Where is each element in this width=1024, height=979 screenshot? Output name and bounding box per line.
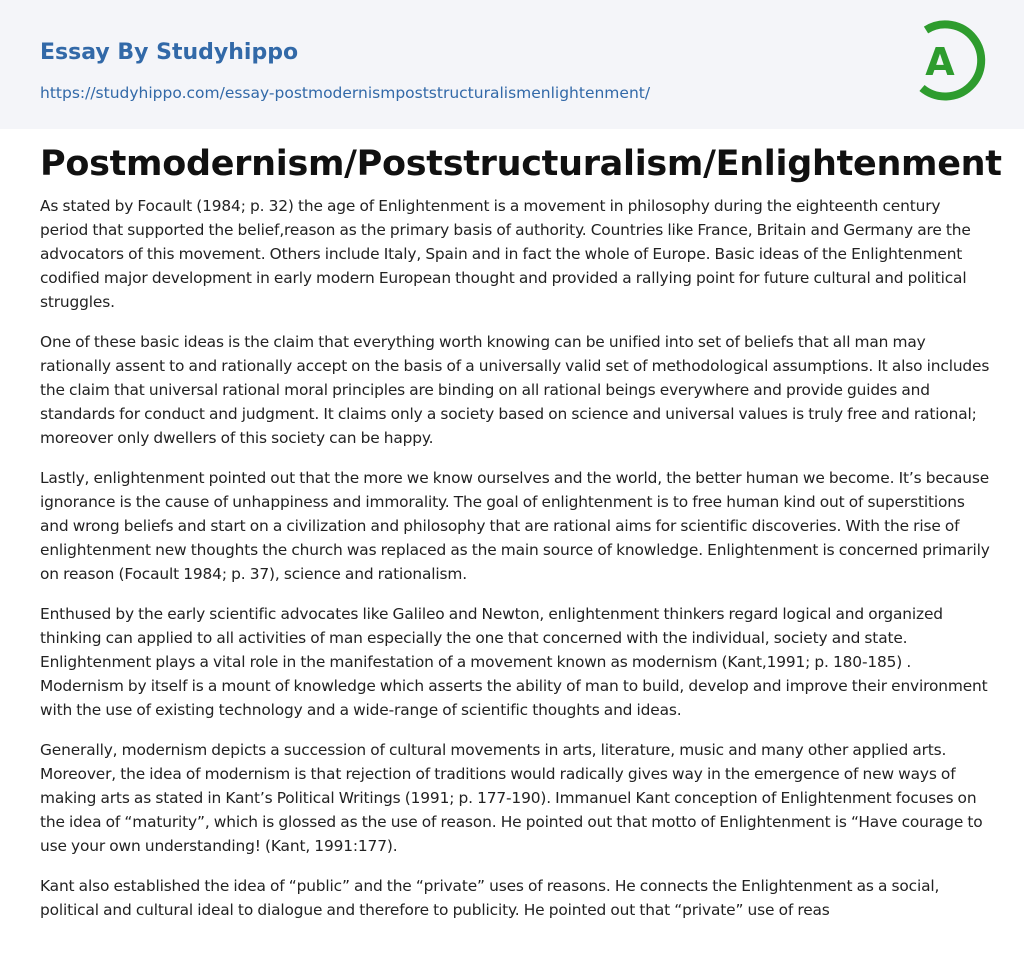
page-url-link[interactable]: https://studyhippo.com/essay-postmodernismpoststructuralismenlightenment/ [40,84,651,102]
article-body [40,194,990,979]
paragraph: Enthused by the early scientific advocates like Galileo and Newton, enlightenment thinkers regard logical and organized thinking can applied to all activities of man especially the one that concerned with the individual, society and state. Enlightenment plays a vital role in the manifestation of a movement known as modernism (Kant,1991; p. 180-185) . Modernism by itself is a mount of knowledge which asserts the ability of man to build, develop and improve their environment with the use of existing technology and a wide-range of scientific thoughts and ideas. [40,605,988,719]
logo-letter: A [925,40,955,84]
site-title[interactable]: Essay By Studyhippo [40,40,299,65]
paragraph: Generally, modernism depicts a succession of cultural movements in arts, literature, music and many other applied arts. Moreover, the idea of modernism is that rejection of traditions would radically gives way in the emergence of new ways of making arts as stated in Kant’s Political Writings (1991; p. 177-190). Immanuel Kant conception of Enlightenment focuses on the idea of “maturity”, which is glossed as the use of reason. He pointed out that motto of Enlightenment is “Have courage to use your own understanding! (Kant, 1991:177). [40,741,983,855]
paragraph: Kant also established the idea of “public” and the “private” uses of reasons. He connects the Enlightenment as a social, political and cultural ideal to dialogue and therefore to publicity. He pointed out that “private” use of reas [40,877,940,919]
page-title: Postmodernism/Poststructuralism/Enlightenment [40,144,1002,184]
paragraph: As stated by Focault (1984; p. 32) the age of Enlightenment is a movement in philosophy during the eighteenth century period that supported the belief,reason as the primary basis of authority. Countries like France, Britain and Germany are the advocators of this movement. Others include Italy, Spain and in fact the whole of Europe. Basic ideas of the Enlightenment codified major development in early modern European thought and provided a rallying point for future cultural and political struggles. [40,197,971,311]
site-header [0,0,1024,129]
studyhippo-logo-icon[interactable] [908,18,988,106]
paragraph: Lastly, enlightenment pointed out that the more we know ourselves and the world, the better human we become. It’s because ignorance is the cause of unhappiness and immorality. The goal of enlightenment is to free human kind out of superstitions and wrong beliefs and start on a civilization and philosophy that are rational aims for scientific discoveries. With the rise of enlightenment new thoughts the church was replaced as the main source of knowledge. Enlightenment is concerned primarily on reason (Focault 1984; p. 37), science and rationalism. [40,469,990,583]
paragraph: One of these basic ideas is the claim that everything worth knowing can be unified into set of beliefs that all man may rationally assent to and rationally accept on the basis of a universally valid set of methodological assumptions. It also includes the claim that universal rational moral principles are binding on all rational beings everywhere and provide guides and standards for conduct and judgment. It claims only a society based on science and universal values is truly free and rational; moreover only dwellers of this society can be happy. [40,333,990,447]
